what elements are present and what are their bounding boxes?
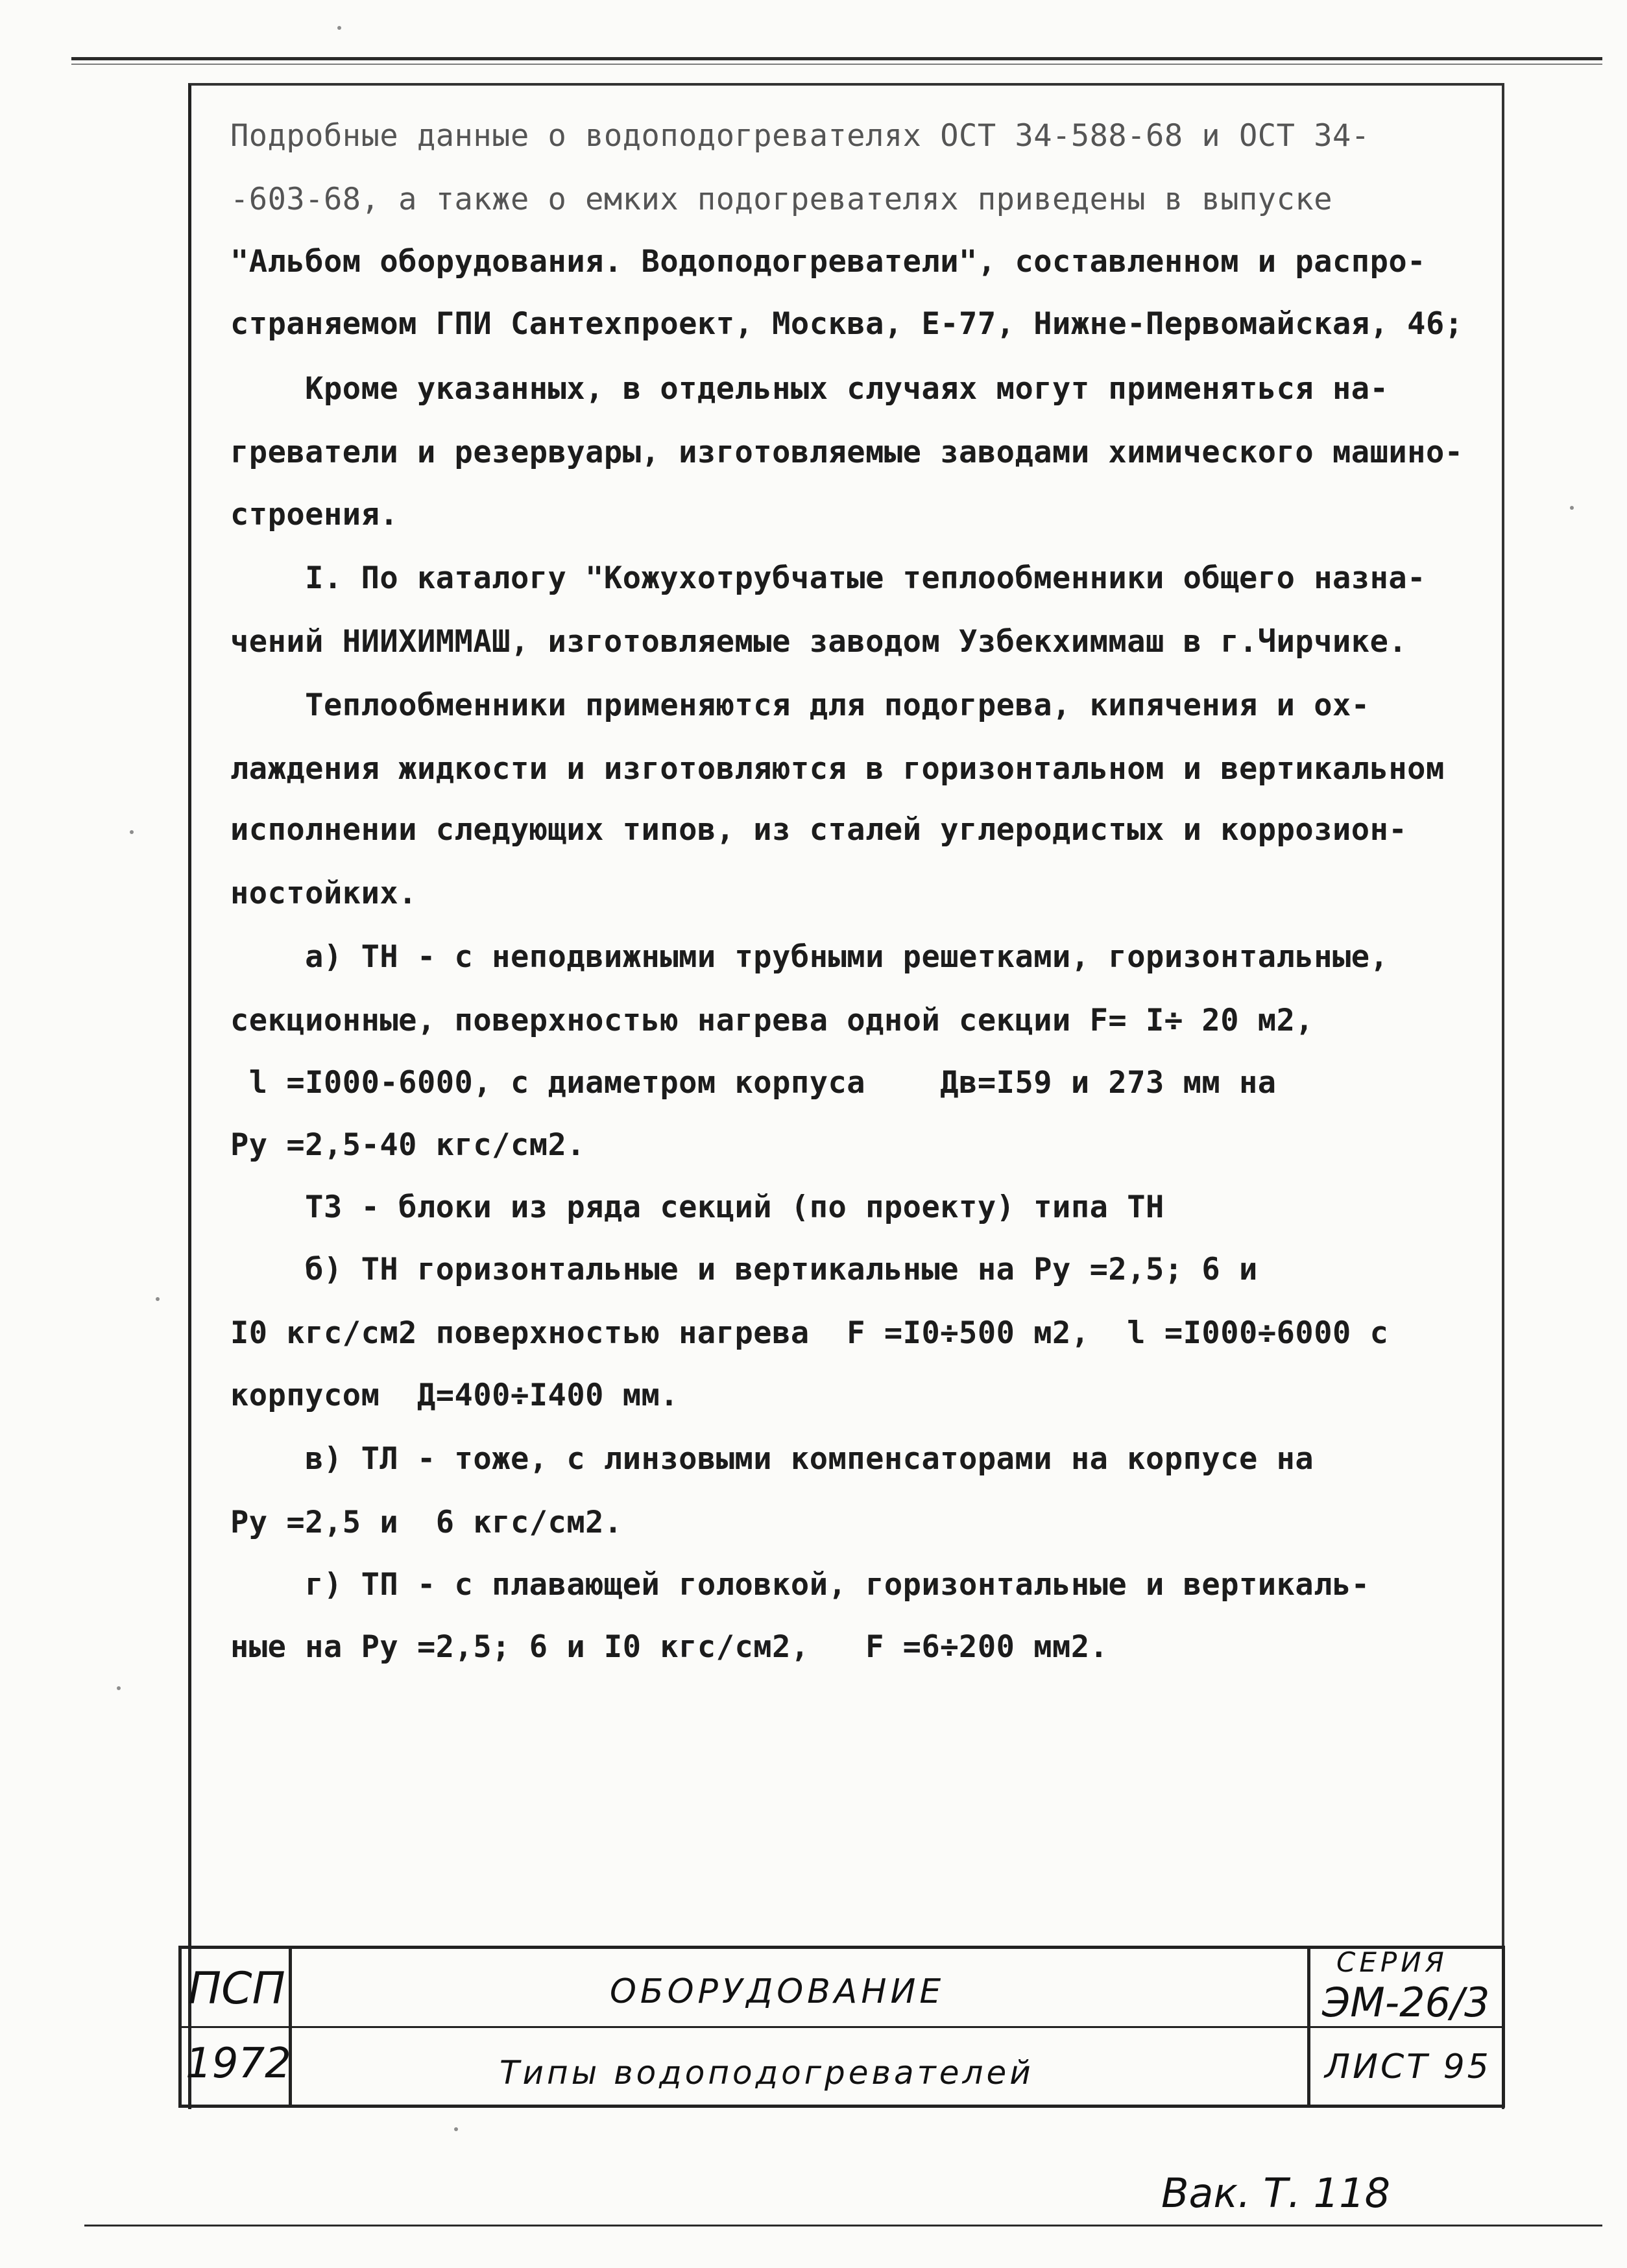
body-line: ностойких. [230, 876, 417, 911]
scan-speck [337, 26, 341, 30]
title-top-cell [292, 1949, 1310, 2028]
body-line: "Альбом оборудования. Водоподогреватели", составленном и распро- [230, 244, 1426, 280]
scan-speck [1570, 506, 1574, 510]
body-line: ные на Ру =2,5; 6 и I0 кгс/см2, F =6÷200 мм2. [230, 1629, 1109, 1665]
body-line: страняемом ГПИ Сантехпроект, Москва, Е-77, Нижне-Первомайская, 46; [230, 306, 1464, 342]
series-value: ЭМ-26/3 [1322, 1979, 1490, 2026]
scan-speck [130, 830, 134, 834]
body-line: Подробные данные о водоподогревателях ОСТ 34-588-68 и ОСТ 34- [230, 118, 1370, 154]
series-cell [1310, 1946, 1502, 2028]
body-line: I. По каталогу "Кожухотрубчатые теплообменники общего назна- [230, 560, 1426, 596]
body-line: корпусом Д=400÷I400 мм. [230, 1378, 679, 1413]
sheet-cell [1310, 2028, 1502, 2105]
body-line: г) ТП - с плавающей головкой, горизонтальные и вертикаль- [230, 1567, 1370, 1603]
body-line: греватели и резервуары, изготовляемые заводами химического машино- [230, 435, 1464, 470]
body-line: чений НИИХИММАШ, изготовляемые заводом Узбекхиммаш в г.Чирчике. [230, 624, 1408, 660]
body-line: I0 кгс/см2 поверхностью нагрева F =I0÷500 м2, l =I000÷6000 с [230, 1315, 1389, 1351]
scan-speck [117, 1686, 121, 1690]
body-line: строения. [230, 497, 399, 532]
body-line: исполнении следующих типов, из сталей углеродистых и коррозион- [230, 812, 1408, 848]
top-rule [71, 57, 1602, 60]
title-bottom-cell [292, 2028, 1310, 2105]
org-label: ПСП [188, 1963, 285, 2014]
body-line: Кроме указанных, в отдельных случаях могут применяться на- [230, 371, 1389, 407]
body-line: Теплообменники применяются для подогрева, кипячения и ох- [230, 687, 1370, 723]
title-bottom: Типы водоподогревателей [500, 2054, 1034, 2092]
bottom-rule [84, 2225, 1602, 2226]
year-cell [182, 2028, 292, 2105]
body-line: l =I000-6000, с диаметром корпуса Дв=I59 и 273 мм на [230, 1065, 1277, 1101]
footer-handwritten-note: Вак. Т. 118 [1161, 2169, 1391, 2217]
title-block [178, 1946, 1505, 2108]
body-line: лаждения жидкости и изготовляются в горизонтальном и вертикальном [230, 751, 1445, 787]
body-line: в) ТЛ - тоже, с линзовыми компенсаторами на корпусе на [230, 1441, 1314, 1477]
series-label: СЕРИЯ [1336, 1946, 1448, 1978]
scan-speck [156, 1297, 160, 1301]
body-line: -603-68, а также о емких подогревателях приведены в выпуске [230, 182, 1332, 217]
sheet-number: ЛИСТ 95 [1325, 2047, 1491, 2086]
body-line: Ру =2,5 и 6 кгс/см2. [230, 1505, 623, 1540]
scan-speck [454, 2127, 458, 2131]
body-line: а) ТН - с неподвижными трубными решетками, горизонтальные, [230, 939, 1389, 975]
top-rule-thin [71, 64, 1602, 65]
year-label: 1972 [186, 2040, 291, 2088]
body-line: ТЗ - блоки из ряда секций (по проекту) типа ТН [230, 1189, 1164, 1225]
body-line: б) ТН горизонтальные и вертикальные на Ру =2,5; 6 и [230, 1252, 1258, 1287]
org-cell [182, 1949, 292, 2028]
body-line: Ру =2,5-40 кгс/см2. [230, 1127, 586, 1163]
title-top: ОБОРУДОВАНИЕ [610, 1972, 945, 2011]
body-line: секционные, поверхностью нагрева одной секции F= I÷ 20 м2, [230, 1003, 1314, 1038]
